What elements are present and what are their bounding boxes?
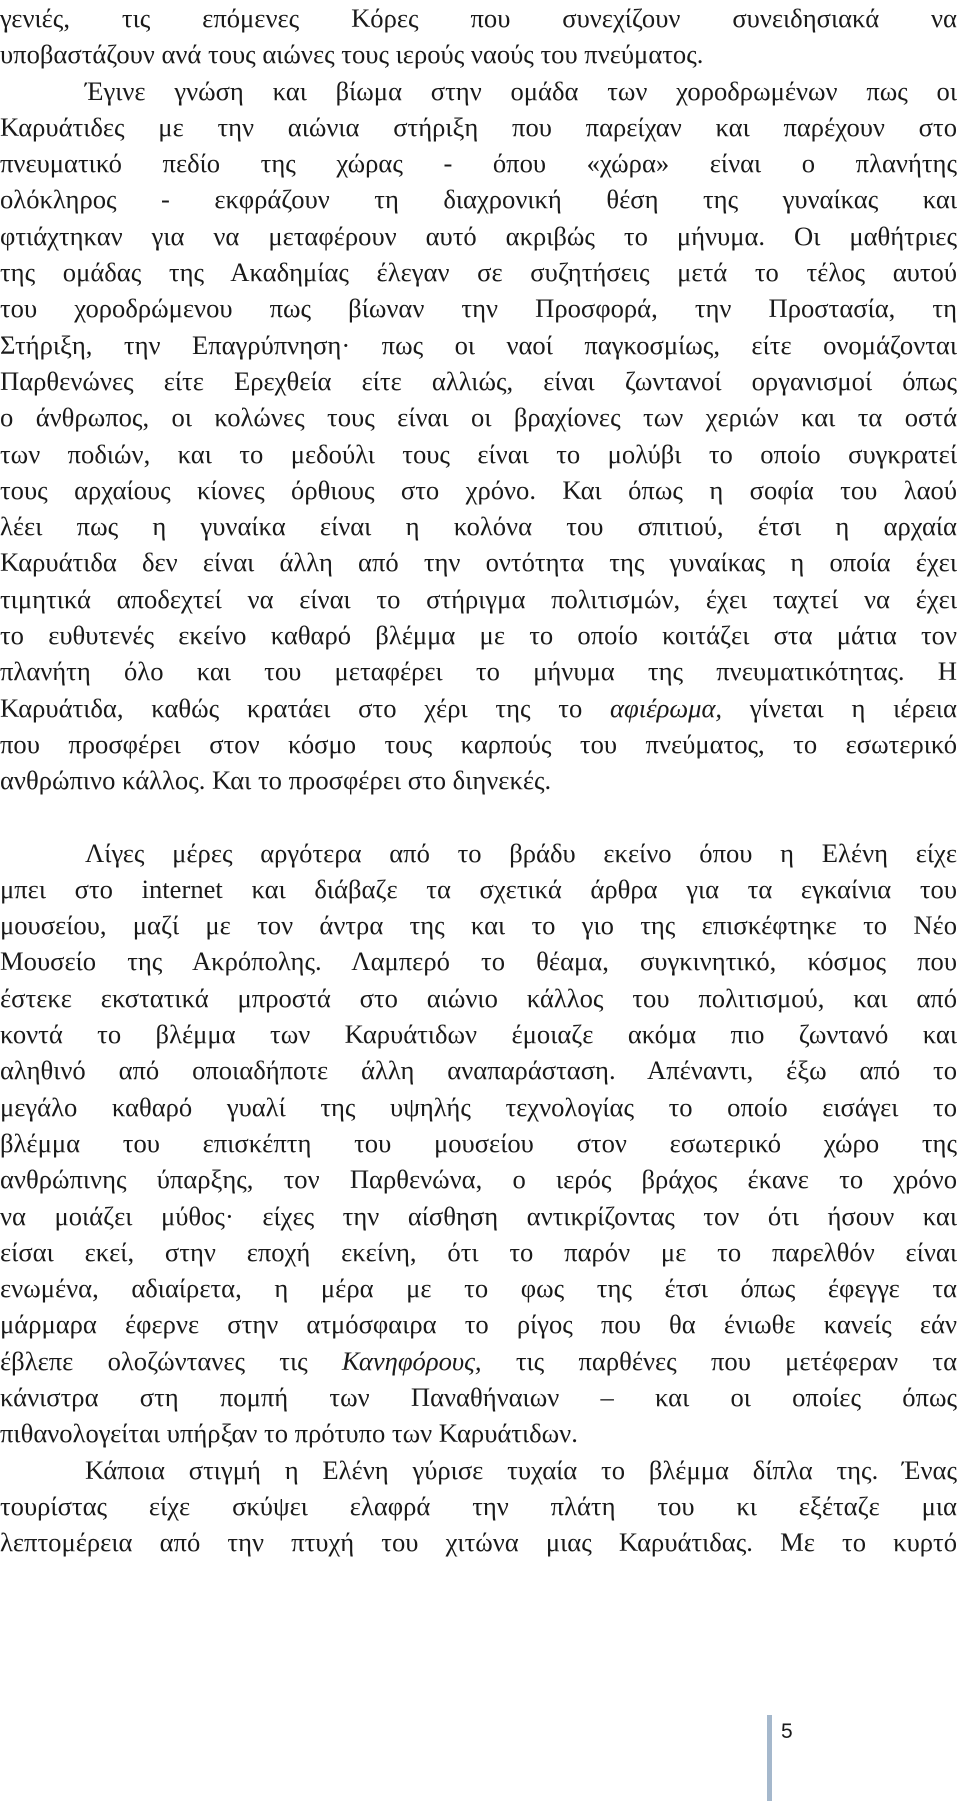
- text-line: υποβαστάζουν ανά τους αιώνες τους ιερούς ναούς του πνεύματος.: [0, 39, 704, 70]
- text-line: πλανήτη όλο και του μεταφέρει το μήνυμα της πνευματικότητας. Η: [0, 656, 957, 687]
- text-line: μάρμαρα έφερνε στην ατμόσφαιρα το ρίγος που θα ένιωθε κανείς εάν: [0, 1309, 957, 1340]
- text-line: μουσείου, μαζί με τον άντρα της και το γιο της επισκέφτηκε το Νέο: [0, 910, 957, 941]
- text-line: Έγινε γνώση και βίωμα στην ομάδα των χοροδρωμένων πως οι: [85, 75, 957, 106]
- text-line: ανθρώπινης ύπαρξης, τον Παρθενώνα, ο ιερός βράχος έκανε το χρόνο: [0, 1164, 957, 1195]
- text-line: πνευματικό πεδίο της χώρας - όπου «χώρα» είναι ο πλανήτης: [0, 148, 957, 179]
- text-line: ενωμένα, αδιαίρετα, η μέρα με το φως της έτσι όπως έφεγγε τα: [0, 1273, 957, 1304]
- italic-term: αφιέρωμα,: [610, 692, 723, 723]
- footer-rule: [767, 1715, 772, 1801]
- text-segment: Καρυάτιδα, καθώς κρατάει στο χέρι της το: [0, 692, 583, 723]
- text-line: το ευθυτενές εκείνο καθαρό βλέμμα με το οποίο κοιτάζει στα μάτια τον: [0, 620, 957, 651]
- text-line: τιμητικά αποδεχτεί να είναι το στήριγμα πολιτισμών, έχει ταχτεί να έχει: [0, 583, 957, 614]
- text-segment: τις παρθένες που μετέφεραν τα: [515, 1345, 958, 1376]
- text-line: φτιάχτηκαν για να μεταφέρουν αυτό ακριβώς το μήνυμα. Οι μαθήτριες: [0, 220, 957, 251]
- text-line: μεγάλο καθαρό γυαλί της υψηλής τεχνολογίας το οποίο εισάγει το: [0, 1091, 957, 1122]
- text-line: των ποδιών, και το μεδούλι τους είναι το μολύβι το οποίο συγκρατεί: [0, 438, 957, 469]
- text-line: μπει στο internet και διάβαζε τα σχετικά άρθρα για τα εγκαίνια του: [0, 873, 958, 904]
- text-line: [0, 690, 957, 726]
- text-line: κοντά το βλέμμα των Καρυάτιδων έμοιαζε ακόμα πιο ζωντανό και: [0, 1019, 957, 1050]
- text-line: του χοροδρώμενου πως βίωναν την Προσφορά, την Προστασία, τη: [0, 293, 957, 324]
- text-line: αληθινό από οποιαδήποτε άλλη αναπαράσταση. Απέναντι, έξω από το: [0, 1055, 957, 1086]
- paragraph-3: [0, 1452, 957, 1561]
- text-line: βλέμμα του επισκέπτη του μουσείου στον εσωτερικό χώρο της: [0, 1127, 957, 1158]
- paragraph-spacer: [0, 799, 957, 835]
- text-line: Παρθενώνες είτε Ερεχθεία είτε αλλιώς, είναι ζωντανοί οργανισμοί όπως: [0, 365, 957, 396]
- text-line: να μοιάζει μύθος· είχες την αίσθηση αντικρίζοντας τον ότι ήσουν και: [0, 1200, 957, 1231]
- text-line: Καρυάτιδες με την αιώνια στήριξη που παρείχαν και παρέχουν στο: [0, 111, 957, 142]
- text-line: ανθρώπινο κάλλος. Και το προσφέρει στο διηνεκές.: [0, 765, 552, 796]
- paragraph-2: [0, 835, 957, 1452]
- text-line: τουρίστας είχε σκύψει ελαφρά την πλάτη του κι εξέταζε μια: [0, 1490, 957, 1521]
- text-line: λεπτομέρεια από την πτυχή του χιτώνα μιας Καρυάτιδας. Με το κυρτό: [0, 1527, 957, 1558]
- text-line: κάνιστρα στη πομπή των Παναθήναιων – και οι οποίες όπως: [0, 1381, 957, 1412]
- text-line: [0, 1343, 957, 1379]
- text-segment: γίνεται η ιέρεια: [749, 692, 957, 723]
- text-line: της ομάδας της Ακαδημίας έλεγαν σε συζητήσεις μετά το τέλος αυτού: [0, 257, 957, 288]
- text-line: Λίγες μέρες αργότερα από το βράδυ εκείνο όπου η Ελένη είχε: [85, 837, 957, 868]
- text-line: γενιές, τις επόμενες Κόρες που συνεχίζουν συνειδησιακά να: [0, 3, 957, 33]
- paragraph-1: [0, 0, 957, 799]
- italic-term: Κανηφόρους,: [341, 1345, 482, 1376]
- text-line: πιθανολογείται υπήρξαν το πρότυπο των Καρυάτιδων.: [0, 1418, 578, 1449]
- text-line: Καρυάτιδα δεν είναι άλλη από την οντότητα της γυναίκας η οποία έχει: [0, 547, 957, 578]
- text-line: ολόκληρος - εκφράζουν τη διαχρονική θέση της γυναίκας και: [0, 184, 957, 215]
- page-number: 5: [781, 1720, 793, 1743]
- text-segment: έβλεπε ολοζώντανες τις: [0, 1345, 308, 1376]
- text-line: έστεκε εκστατικά μπροστά στο αιώνιο κάλλος του πολιτισμού, και από: [0, 982, 957, 1013]
- text-line: Μουσείο της Ακρόπολης. Λαμπερό το θέαμα, συγκινητικό, κόσμος που: [0, 946, 957, 977]
- text-line: ο άνθρωπος, οι κολώνες τους είναι οι βραχίονες των χεριών και τα οστά: [0, 402, 957, 433]
- text-line: είσαι εκεί, στην εποχή εκείνη, ότι το παρόν με το παρελθόν είναι: [0, 1236, 957, 1267]
- text-line: Κάποια στιγμή η Ελένη γύρισε τυχαία το βλέμμα δίπλα της. Ένας: [85, 1454, 957, 1485]
- text-line: που προσφέρει στον κόσμο τους καρπούς του πνεύματος, το εσωτερικό: [0, 728, 957, 759]
- text-line: Στήριξη, την Επαγρύπνηση· πως οι ναοί παγκοσμίως, είτε ονομάζονται: [0, 329, 957, 360]
- text-line: τους αρχαίους κίονες όρθιους στο χρόνο. Και όπως η σοφία του λαού: [0, 474, 957, 505]
- text-line: λέει πως η γυναίκα είναι η κολόνα του σπιτιού, έτσι η αρχαία: [0, 511, 957, 542]
